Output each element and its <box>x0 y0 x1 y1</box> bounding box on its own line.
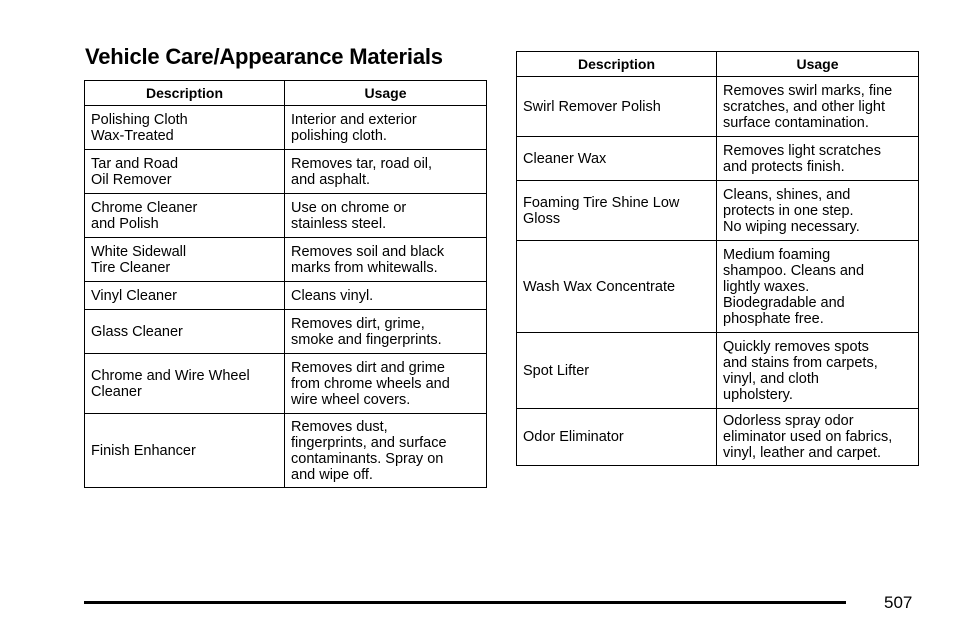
description-cell: Chrome and Wire Wheel Cleaner <box>85 354 285 414</box>
description-cell: Vinyl Cleaner <box>85 282 285 310</box>
usage-cell: Interior and exterior polishing cloth. <box>285 106 487 150</box>
usage-cell: Use on chrome or stainless steel. <box>285 194 487 238</box>
description-cell: Tar and Road Oil Remover <box>85 150 285 194</box>
description-cell: Swirl Remover Polish <box>517 77 717 137</box>
usage-cell: Cleans, shines, and protects in one step. No wiping necessary. <box>717 181 919 241</box>
table-row <box>85 310 487 354</box>
usage-cell: Medium foaming shampoo. Cleans and lightly waxes. Biodegradable and phosphate free. <box>717 241 919 333</box>
description-cell: White Sidewall Tire Cleaner <box>85 238 285 282</box>
usage-cell: Removes tar, road oil, and asphalt. <box>285 150 487 194</box>
usage-cell: Removes light scratches and protects finish. <box>717 137 919 181</box>
usage-cell: Removes dirt, grime, smoke and fingerprints. <box>285 310 487 354</box>
usage-cell: Cleans vinyl. <box>285 282 487 310</box>
care-materials-table-right <box>516 51 919 466</box>
usage-cell: Removes soil and black marks from whitewalls. <box>285 238 487 282</box>
care-materials-table-left <box>84 80 487 488</box>
table-row <box>517 333 919 409</box>
table-row <box>517 181 919 241</box>
table-row <box>517 409 919 466</box>
description-cell: Finish Enhancer <box>85 414 285 488</box>
usage-cell: Removes dirt and grime from chrome wheels and wire wheel covers. <box>285 354 487 414</box>
column-header-description: Description <box>517 52 717 77</box>
description-cell: Wash Wax Concentrate <box>517 241 717 333</box>
table-row <box>85 282 487 310</box>
table-header-row <box>517 52 919 77</box>
page-number: 507 <box>884 593 913 612</box>
table-row <box>85 414 487 488</box>
description-cell: Cleaner Wax <box>517 137 717 181</box>
page-title: Vehicle Care/Appearance Materials <box>85 44 443 69</box>
column-header-usage: Usage <box>717 52 919 77</box>
description-cell: Odor Eliminator <box>517 409 717 466</box>
table-row <box>85 150 487 194</box>
column-header-description: Description <box>85 81 285 106</box>
footer-divider <box>84 601 846 604</box>
table-row <box>85 354 487 414</box>
table-row <box>517 241 919 333</box>
table-row <box>85 106 487 150</box>
column-header-usage: Usage <box>285 81 487 106</box>
usage-cell: Quickly removes spots and stains from carpets, vinyl, and cloth upholstery. <box>717 333 919 409</box>
description-cell: Chrome Cleaner and Polish <box>85 194 285 238</box>
usage-cell: Removes dust, fingerprints, and surface contaminants. Spray on and wipe off. <box>285 414 487 488</box>
description-cell: Glass Cleaner <box>85 310 285 354</box>
table-row <box>85 238 487 282</box>
description-cell: Foaming Tire Shine Low Gloss <box>517 181 717 241</box>
usage-cell: Odorless spray odor eliminator used on fabrics, vinyl, leather and carpet. <box>717 409 919 466</box>
table-row <box>85 194 487 238</box>
description-cell: Spot Lifter <box>517 333 717 409</box>
usage-cell: Removes swirl marks, fine scratches, and other light surface contamination. <box>717 77 919 137</box>
description-cell: Polishing Cloth Wax-Treated <box>85 106 285 150</box>
table-header-row <box>85 81 487 106</box>
table-row <box>517 77 919 137</box>
table-row <box>517 137 919 181</box>
